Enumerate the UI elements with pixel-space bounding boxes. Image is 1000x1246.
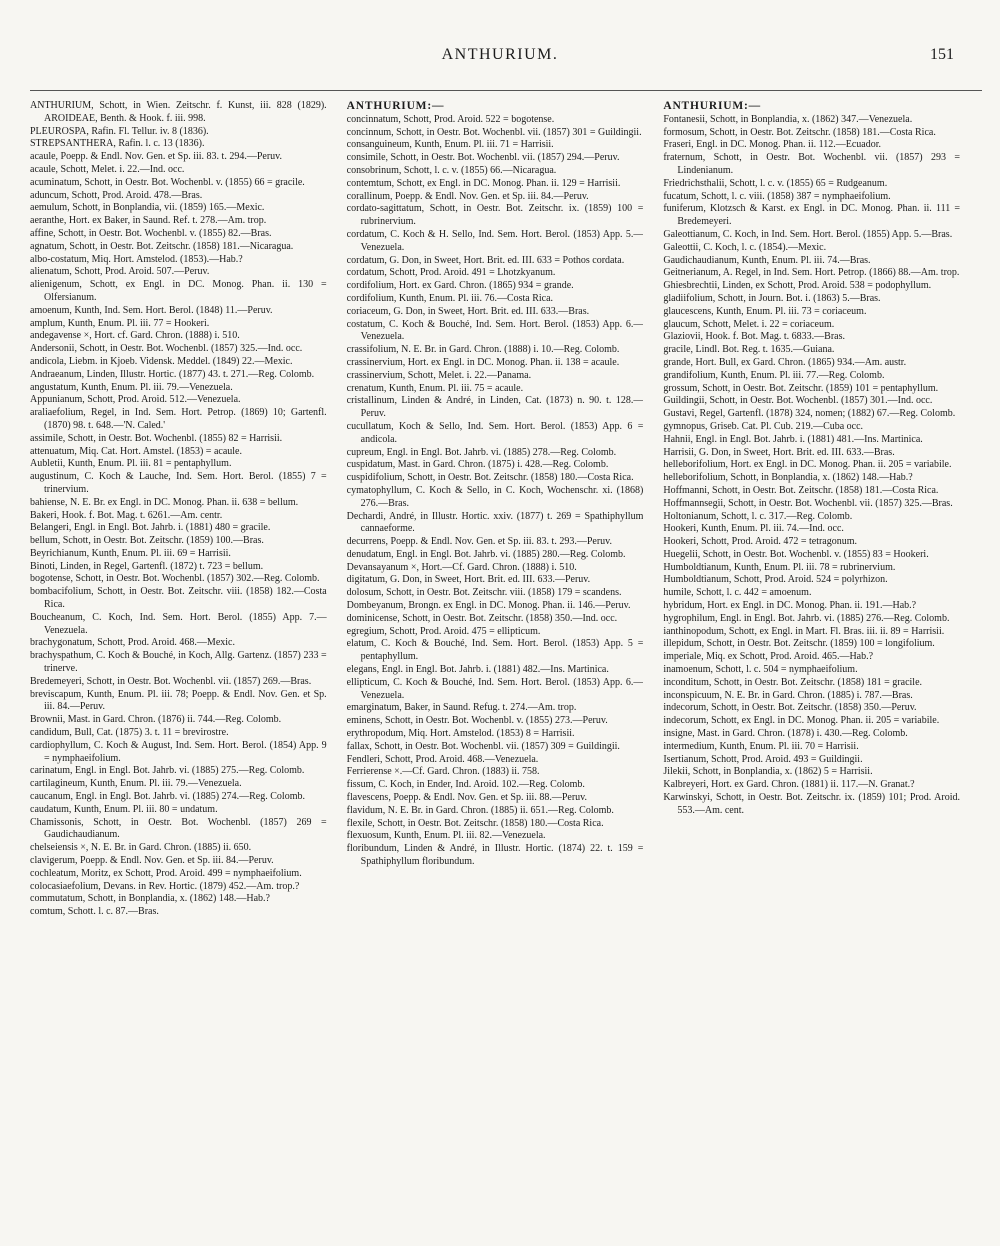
- index-entry: amplum, Kunth, Enum. Pl. iii. 77 = Hookeri.: [30, 317, 210, 329]
- index-entry: acaule, Poepp. & Endl. Nov. Gen. et Sp. iii. 83. t. 294.—Peruv.: [30, 151, 283, 163]
- index-entry: cuspidatum, Mast. in Gard. Chron. (1875) i. 428.—Reg. Colomb.: [346, 459, 609, 471]
- index-entry: ellipticum, C. Koch & Bouché, Ind. Sem. Hort. Berol. (1853) App. 6.—Venezuela.: [346, 676, 644, 701]
- index-entry: cupreum, Engl. in Engl. Bot. Jahrb. vi. (1885) 278.—Reg. Colomb.: [346, 446, 617, 458]
- index-entry: Harrisii, G. Don, in Sweet, Hort. Brit. ed. III. 633.—Bras.: [663, 446, 895, 458]
- index-entry: Karwinskyi, Schott, in Oestr. Bot. Zeitschr. ix. (1859) 101; Prod. Aroid. 553.—Am. cent.: [663, 792, 961, 816]
- index-entry: Dombeyanum, Brongn. ex Engl. in DC. Monog. Phan. ii. 146.—Peruv.: [346, 600, 631, 612]
- index-entry: coriaceum, G. Don, in Sweet, Hort. Brit. ed. III. 633.—Bras.: [346, 305, 590, 317]
- index-entry: fucatum, Schott, l. c. viii. (1858) 387 = nymphaeifolium.: [663, 190, 891, 202]
- index-entry: brachygonatum, Schott, Prod. Aroid. 468.—Mexic.: [30, 637, 235, 649]
- column-2: [347, 100, 644, 1210]
- index-entry: Hookeri, Schott, Prod. Aroid. 472 = tetragonum.: [663, 536, 858, 548]
- index-entry: STREPSANTHERA, Rafin. l. c. 13 (1836).: [30, 138, 205, 150]
- index-entry: alienigenum, Schott, ex Engl. in DC. Monog. Phan. ii. 130 = Olfersianum.: [30, 279, 327, 303]
- index-entry: bellum, Schott, in Oestr. Bot. Zeitschr. (1859) 100.—Bras.: [30, 535, 264, 547]
- index-entry: flexile, Schott, in Oestr. Bot. Zeitschr. (1858) 180.—Costa Rica.: [346, 817, 604, 829]
- index-entry: decurrens, Poepp. & Endl. Nov. Gen. et Sp. iii. 83. t. 293.—Peruv.: [346, 536, 613, 548]
- index-entry: gladiifolium, Schott, in Journ. Bot. i. (1863) 5.—Bras.: [663, 292, 881, 304]
- index-entry: aeranthe, Hort. ex Baker, in Saund. Ref. t. 278.—Am. trop.: [30, 215, 267, 227]
- index-entry: bogotense, Schott, in Oestr. Bot. Wochenbl. (1857) 302.—Reg. Colomb.: [30, 573, 320, 585]
- index-entry: costatum, C. Koch & Bouché, Ind. Sem. Hort. Berol. (1853) App. 6.—Venezuela.: [346, 318, 644, 343]
- index-entry: angustatum, Kunth, Enum. Pl. iii. 79.—Venezuela.: [30, 381, 233, 393]
- index-entry: Binoti, Linden, in Regel, Gartenfl. (1872) t. 723 = bellum.: [30, 560, 264, 572]
- index-entry: PLEUROSPA, Rafin. Fl. Tellur. iv. 8 (1836).: [30, 125, 209, 137]
- index-entry: indecorum, Schott, in Oestr. Bot. Zeitschr. (1858) 350.—Peruv.: [663, 702, 917, 714]
- index-entry: carinatum, Engl. in Engl. Bot. Jahrb. vi. (1885) 275.—Reg. Colomb.: [30, 765, 305, 777]
- index-entry: acaule, Schott, Melet. i. 22.—Ind. occ.: [30, 163, 185, 175]
- index-entry: emarginatum, Baker, in Saund. Refug. t. 274.—Am. trop.: [346, 702, 577, 714]
- index-entry: fraternum, Schott, in Oestr. Bot. Wochenbl. vii. (1857) 293 = Lindenianum.: [663, 152, 961, 176]
- index-entry: flavidum, N. E. Br. in Gard. Chron. (1885) ii. 651.—Reg. Colomb.: [346, 804, 614, 816]
- index-entry: ANTHURIUM, Schott, in Wien. Zeitschr. f. Kunst, iii. 828 (1829). AROIDEAE, Benth. & Hook. f. iii. 998.: [30, 100, 327, 124]
- index-entry: Belangeri, Engl. in Engl. Bot. Jahrb. i. (1881) 480 = gracile.: [30, 522, 271, 534]
- index-entry: cymatophyllum, C. Koch & Sello, in C. Koch, Wochenschr. xi. (1868) 276.—Bras.: [346, 484, 644, 509]
- index-entry: contemtum, Schott, ex Engl. in DC. Monog. Phan. ii. 129 = Harrisii.: [346, 177, 621, 189]
- index-entry: Bredemeyeri, Schott, in Oestr. Bot. Wochenbl. vii. (1857) 269.—Bras.: [30, 675, 312, 687]
- index-entry: glaucescens, Kunth, Enum. Pl. iii. 73 = coriaceum.: [663, 305, 867, 317]
- index-entry: erythropodum, Miq. Hort. Amstelod. (1853) 8 = Harrisii.: [346, 728, 575, 740]
- index-entry: gracile, Lindl. Bot. Reg. t. 1635.—Guiana.: [663, 344, 835, 356]
- index-entry: colocasiaefolium, Devans. in Rev. Hortic. (1879) 452.—Am. trop.?: [30, 880, 300, 892]
- index-entry: corallinum, Poepp. & Endl. Nov. Gen. et Sp. iii. 84.—Peruv.: [346, 190, 589, 202]
- index-entry: Fontanesii, Schott, in Bonplandia, x. (1862) 347.—Venezuela.: [663, 113, 913, 125]
- index-entry: andegavense ×, Hort. cf. Gard. Chron. (1888) i. 510.: [30, 330, 240, 342]
- index-entry: fissum, C. Koch, in Ender, Ind. Aroid. 102.—Reg. Colomb.: [346, 779, 585, 791]
- index-entry: cordatum, C. Koch & H. Sello, Ind. Sem. Hort. Berol. (1853) App. 5.—Venezuela.: [346, 228, 644, 253]
- index-entry: Beyrichianum, Kunth, Enum. Pl. iii. 69 = Harrisii.: [30, 547, 231, 559]
- running-head: ANTHURIUM.: [441, 46, 559, 63]
- index-entry: crassinervium, Hort. ex Engl. in DC. Monog. Phan. ii. 138 = acaule.: [346, 356, 620, 368]
- index-entry: Geitnerianum, A. Regel, in Ind. Sem. Hort. Petrop. (1866) 88.—Am. trop.: [663, 267, 960, 279]
- index-entry: cuspidifolium, Schott, in Oestr. Bot. Zeitschr. (1858) 180.—Costa Rica.: [346, 472, 634, 484]
- index-entry: Holtonianum, Schott, l. c. 317.—Reg. Colomb.: [663, 510, 853, 522]
- index-entry: cristallinum, Linden & André, in Linden, Cat. (1873) n. 90. t. 128.—Peruv.: [346, 395, 644, 420]
- index-entry: hygrophilum, Engl. in Engl. Bot. Jahrb. vi. (1885) 276.—Reg. Colomb.: [663, 612, 950, 624]
- index-entry: bombacifolium, Schott, in Oestr. Bot. Zeitschr. viii. (1858) 182.—Costa Rica.: [30, 586, 327, 611]
- index-entry: Brownii, Mast. in Gard. Chron. (1876) ii. 744.—Reg. Colomb.: [30, 714, 282, 726]
- index-entry: funiferum, Klotzsch & Karst. ex Engl. in DC. Monog. Phan. ii. 111 = Bredemeyeri.: [663, 203, 961, 228]
- index-columns: [30, 100, 960, 1210]
- index-entry: clavigerum, Poepp. & Endl. Nov. Gen. et Sp. iii. 84.—Peruv.: [30, 855, 274, 867]
- index-entry: cordato-sagittatum, Schott, in Oestr. Bot. Zeitschr. ix. (1859) 100 = rubrinervium.: [346, 203, 644, 228]
- index-entry: attenuatum, Miq. Cat. Hort. Amstel. (1853) = acaule.: [30, 445, 242, 457]
- index-entry: consanguineum, Kunth, Enum. Pl. iii. 71 = Harrisii.: [346, 139, 554, 151]
- index-entry: indecorum, Schott, ex Engl. in DC. Monog. Phan. ii. 205 = variabile.: [663, 715, 940, 727]
- index-entry: acuminatum, Schott, in Oestr. Bot. Wochenbl. v. (1855) 66 = gracile.: [30, 176, 305, 188]
- index-entry: elatum, C. Koch & Bouché, Ind. Sem. Hort. Berol. (1853) App. 5 = pentaphyllum.: [346, 638, 644, 663]
- index-entry: egregium, Schott, Prod. Aroid. 475 = ellipticum.: [346, 625, 541, 637]
- index-entry: glaucum, Schott, Melet. i. 22 = coriaceum.: [663, 318, 835, 330]
- index-entry: Humboldtianum, Kunth, Enum. Pl. iii. 78 = rubrinervium.: [663, 561, 896, 573]
- index-entry: Chamissonis, Schott, in Oestr. Bot. Wochenbl. (1857) 269 = Gaudichaudianum.: [30, 816, 327, 841]
- index-entry: Hoffmanni, Schott, in Oestr. Bot. Zeitschr. (1858) 181.—Costa Rica.: [663, 484, 939, 496]
- index-entry: bahiense, N. E. Br. ex Engl. in DC. Monog. Phan. ii. 638 = bellum.: [30, 496, 299, 508]
- index-entry: albo-costatum, Miq. Hort. Amstelod. (1853).—Hab.?: [30, 253, 243, 265]
- index-entry: affine, Schott, in Oestr. Bot. Wochenbl. v. (1855) 82.—Bras.: [30, 227, 272, 239]
- index-entry: Devansayanum ×, Hort.—Cf. Gard. Chron. (1888) i. 510.: [346, 561, 577, 573]
- index-entry: araliaefolium, Regel, in Ind. Sem. Hort. Petrop. (1869) 10; Gartenfl. (1870) 98. t. 648.—'N. Caled.': [30, 407, 327, 431]
- index-entry: Jilekii, Schott, in Bonplandia, x. (1862) 5 = Harrisii.: [663, 766, 873, 778]
- index-entry: cardiophyllum, C. Koch & August, Ind. Sem. Hort. Berol. (1854) App. 9 = nymphaeifolium.: [30, 739, 327, 764]
- index-entry: grossum, Schott, in Oestr. Bot. Zeitschr. (1859) 101 = pentaphyllum.: [663, 382, 939, 394]
- index-entry: Guildingii, Schott, in Oestr. Bot. Wochenbl. (1857) 301.—Ind. occ.: [663, 395, 933, 407]
- index-entry: breviscapum, Kunth, Enum. Pl. iii. 78; Poepp. & Endl. Nov. Gen. et Sp. iii. 84.—Peruv.: [30, 688, 327, 713]
- index-entry: dolosum, Schott, in Oestr. Bot. Zeitschr. viii. (1858) 179 = scandens.: [346, 587, 622, 599]
- index-entry: Galeottii, C. Koch, l. c. (1854).—Mexic.: [663, 241, 827, 253]
- index-entry: Fendleri, Schott, Prod. Aroid. 468.—Venezuela.: [346, 753, 539, 765]
- index-entry: Andraeanum, Linden, Illustr. Hortic. (1877) 43. t. 271.—Reg. Colomb.: [30, 368, 315, 380]
- index-entry: cucullatum, Koch & Sello, Ind. Sem. Hort. Berol. (1853) App. 6 = andicola.: [346, 420, 644, 445]
- index-entry: aemulum, Schott, in Bonplandia, vii. (1859) 165.—Mexic.: [30, 202, 265, 214]
- index-entry: gymnopus, Griseb. Cat. Pl. Cub. 219.—Cuba occ.: [663, 420, 864, 432]
- index-entry: grandifolium, Kunth, Enum. Pl. iii. 77.—Reg. Colomb.: [663, 369, 885, 381]
- index-entry: denudatum, Engl. in Engl. Bot. Jahrb. vi. (1885) 280.—Reg. Colomb.: [346, 548, 626, 560]
- index-entry: crassifolium, N. E. Br. in Gard. Chron. (1888) i. 10.—Reg. Colomb.: [346, 344, 620, 356]
- column-heading: ANTHURIUM:—: [346, 100, 445, 112]
- index-entry: inconspicuum, N. E. Br. in Gard. Chron. (1885) i. 787.—Bras.: [663, 689, 913, 701]
- index-entry: intermedium, Kunth, Enum. Pl. iii. 70 = Harrisii.: [663, 740, 859, 752]
- index-entry: ianthinopodum, Schott, ex Engl. in Mart. Fl. Bras. iii. ii. 89 = Harrisii.: [663, 625, 945, 637]
- index-entry: caudatum, Kunth, Enum. Pl. iii. 80 = undatum.: [30, 803, 218, 815]
- index-entry: flavescens, Poepp. & Endl. Nov. Gen. et Sp. iii. 88.—Peruv.: [346, 792, 588, 804]
- index-entry: chelseiensis ×, N. E. Br. in Gard. Chron. (1885) ii. 650.: [30, 842, 252, 854]
- index-entry: hybridum, Hort. ex Engl. in DC. Monog. Phan. ii. 191.—Hab.?: [663, 600, 917, 612]
- index-entry: alienatum, Schott, Prod. Aroid. 507.—Peruv.: [30, 266, 210, 278]
- index-entry: formosum, Schott, in Oestr. Bot. Zeitschr. (1858) 181.—Costa Rica.: [663, 126, 936, 138]
- index-entry: insigne, Mast. in Gard. Chron. (1878) i. 430.—Reg. Colomb.: [663, 728, 908, 740]
- index-entry: Isertianum, Schott, Prod. Aroid. 493 = Guildingii.: [663, 753, 863, 765]
- index-entry: caucanum, Engl. in Engl. Bot. Jahrb. vi. (1885) 274.—Reg. Colomb.: [30, 791, 305, 803]
- index-entry: comtum, Schott. l. c. 87.—Bras.: [30, 906, 159, 918]
- index-entry: Gaudichaudianum, Kunth, Enum. Pl. iii. 74.—Bras.: [663, 254, 871, 266]
- index-entry: amoenum, Kunth, Ind. Sem. Hort. Berol. (1848) 11.—Peruv.: [30, 304, 273, 316]
- index-entry: Fraseri, Engl. in DC. Monog. Phan. ii. 112.—Ecuador.: [663, 139, 882, 151]
- index-entry: consimile, Schott, in Oestr. Bot. Wochenbl. vii. (1857) 294.—Peruv.: [346, 152, 620, 164]
- index-entry: elegans, Engl. in Engl. Bot. Jahrb. i. (1881) 482.—Ins. Martinica.: [346, 664, 609, 676]
- index-entry: Humboldtianum, Schott, Prod. Aroid. 524 = polyrhizon.: [663, 574, 888, 586]
- index-entry: candidum, Bull, Cat. (1875) 3. t. 11 = brevirostre.: [30, 727, 229, 739]
- index-entry: dominicense, Schott, in Oestr. Bot. Zeitschr. (1858) 350.—Ind. occ.: [346, 612, 618, 624]
- index-entry: illepidum, Schott, in Oestr. Bot. Zeitschr. (1859) 100 = longifolium.: [663, 638, 935, 650]
- index-entry: cartilagineum, Kunth, Enum. Pl. iii. 79.—Venezuela.: [30, 778, 242, 790]
- index-entry: andicola, Liebm. in Kjoeb. Vidensk. Meddel. (1849) 22.—Mexic.: [30, 355, 293, 367]
- index-entry: imperiale, Miq. ex Schott, Prod. Aroid. 465.—Hab.?: [663, 651, 874, 663]
- index-entry: Friedrichsthalii, Schott, l. c. v. (1855) 65 = Rudgeanum.: [663, 177, 888, 189]
- index-entry: inconditum, Schott, in Oestr. Bot. Zeitschr. (1858) 181 = gracile.: [663, 676, 923, 688]
- index-entry: Boucheanum, C. Koch, Ind. Sem. Hort. Berol. (1855) App. 7.—Venezuela.: [30, 611, 327, 636]
- index-entry: Ghiesbrechtii, Linden, ex Schott, Prod. Aroid. 538 = podophyllum.: [663, 280, 932, 292]
- index-entry: Hookeri, Kunth, Enum. Pl. iii. 74.—Ind. occ.: [663, 523, 844, 535]
- index-entry: helleborifolium, Hort. ex Engl. in DC. Monog. Phan. ii. 205 = variabile.: [663, 459, 952, 471]
- index-entry: cochleatum, Moritz, ex Schott, Prod. Aroid. 499 = nymphaeifolium.: [30, 867, 302, 879]
- index-entry: Huegelii, Schott, in Oestr. Bot. Wochenbl. v. (1855) 83 = Hookeri.: [663, 548, 929, 560]
- index-entry: Glaziovii, Hook. f. Bot. Mag. t. 6833.—Bras.: [663, 331, 845, 343]
- index-entry: cordifolium, Kunth, Enum. Pl. iii. 76.—Costa Rica.: [346, 292, 554, 304]
- index-entry: Aubletii, Kunth, Enum. Pl. iii. 81 = pentaphyllum.: [30, 458, 232, 470]
- page-number: 151: [930, 46, 954, 63]
- index-entry: Galeottianum, C. Koch, in Ind. Sem. Hort. Berol. (1855) App. 5.—Bras.: [663, 228, 953, 240]
- index-entry: floribundum, Linden & André, in Illustr. Hortic. (1874) 22. t. 159 = Spathiphyllum floribundum.: [346, 843, 644, 868]
- column-1: [30, 100, 327, 1210]
- index-entry: commutatum, Schott, in Bonplandia, x. (1862) 148.—Hab.?: [30, 893, 270, 905]
- index-entry: Ferrierense ×.—Cf. Gard. Chron. (1883) ii. 758.: [346, 766, 540, 778]
- index-entry: assimile, Schott, in Oestr. Bot. Wochenbl. (1855) 82 = Harrisii.: [30, 432, 283, 444]
- index-entry: Dechardi, André, in Illustr. Hortic. xxiv. (1877) t. 269 = Spathiphyllum cannaeforme.: [346, 510, 644, 535]
- index-entry: brachyspathum, C. Koch & Bouché, in Koch, Allg. Gartenz. (1857) 233 = trinerve.: [30, 650, 327, 675]
- index-entry: humile, Schott, l. c. 442 = amoenum.: [663, 587, 812, 599]
- index-entry: Appunianum, Schott, Prod. Aroid. 512.—Venezuela.: [30, 394, 241, 406]
- index-entry: Hahnii, Engl. in Engl. Bot. Jahrb. i. (1881) 481.—Ins. Martinica.: [663, 433, 923, 445]
- index-entry: fallax, Schott, in Oestr. Bot. Wochenbl. vii. (1857) 309 = Guildingii.: [346, 740, 620, 752]
- index-entry: consobrinum, Schott, l. c. v. (1855) 66.—Nicaragua.: [346, 164, 557, 176]
- index-entry: Hoffmannsegii, Schott, in Oestr. Bot. Wochenbl. vii. (1857) 325.—Bras.: [663, 497, 953, 509]
- column-3: [663, 100, 960, 1210]
- index-entry: concinnum, Schott, in Oestr. Bot. Wochenbl. vii. (1857) 301 = Guildingii.: [346, 126, 642, 138]
- index-entry: cordifolium, Hort. ex Gard. Chron. (1865) 934 = grande.: [346, 280, 574, 292]
- page-header: [0, 46, 1000, 76]
- index-entry: Gustavi, Regel, Gartenfl. (1878) 324, nomen; (1882) 67.—Reg. Colomb.: [663, 408, 956, 420]
- index-entry: digitatum, G. Don, in Sweet, Hort. Brit. ed. III. 633.—Peruv.: [346, 574, 591, 586]
- index-entry: cordatum, Schott, Prod. Aroid. 491 = Lhotzkyanum.: [346, 267, 556, 279]
- column-heading: ANTHURIUM:—: [663, 100, 761, 112]
- index-entry: crassinervium, Schott, Melet. i. 22.—Panama.: [346, 369, 532, 381]
- index-entry: flexuosum, Kunth, Enum. Pl. iii. 82.—Venezuela.: [346, 830, 546, 842]
- index-entry: augustinum, C. Koch & Lauche, Ind. Sem. Hort. Berol. (1855) 7 = trinervium.: [30, 471, 327, 495]
- index-entry: aduncum, Schott, Prod. Aroid. 478.—Bras.: [30, 189, 203, 201]
- index-entry: agnatum, Schott, in Oestr. Bot. Zeitschr. (1858) 181.—Nicaragua.: [30, 240, 294, 252]
- index-entry: grande, Hort. Bull, ex Gard. Chron. (1865) 934.—Am. austr.: [663, 356, 907, 368]
- index-entry: helleborifolium, Schott, in Bonplandia, x. (1862) 148.—Hab.?: [663, 472, 913, 484]
- index-entry: inamoenum, Schott, l. c. 504 = nymphaeifolium.: [663, 664, 858, 676]
- index-entry: Kalbreyeri, Hort. ex Gard. Chron. (1881) ii. 117.—N. Granat.?: [663, 779, 915, 791]
- index-entry: cordatum, G. Don, in Sweet, Hort. Brit. ed. III. 633 = Pothos cordata.: [346, 254, 625, 266]
- header-rule: [30, 90, 982, 91]
- index-entry: crenatum, Kunth, Enum. Pl. iii. 75 = acaule.: [346, 382, 524, 394]
- index-entry: Bakeri, Hook. f. Bot. Mag. t. 6261.—Am. centr.: [30, 509, 223, 521]
- index-entry: concinnatum, Schott, Prod. Aroid. 522 = bogotense.: [346, 113, 555, 125]
- index-entry: eminens, Schott, in Oestr. Bot. Wochenbl. v. (1855) 273.—Peruv.: [346, 715, 608, 727]
- index-entry: Andersonii, Schott, in Oestr. Bot. Wochenbl. (1857) 325.—Ind. occ.: [30, 343, 303, 355]
